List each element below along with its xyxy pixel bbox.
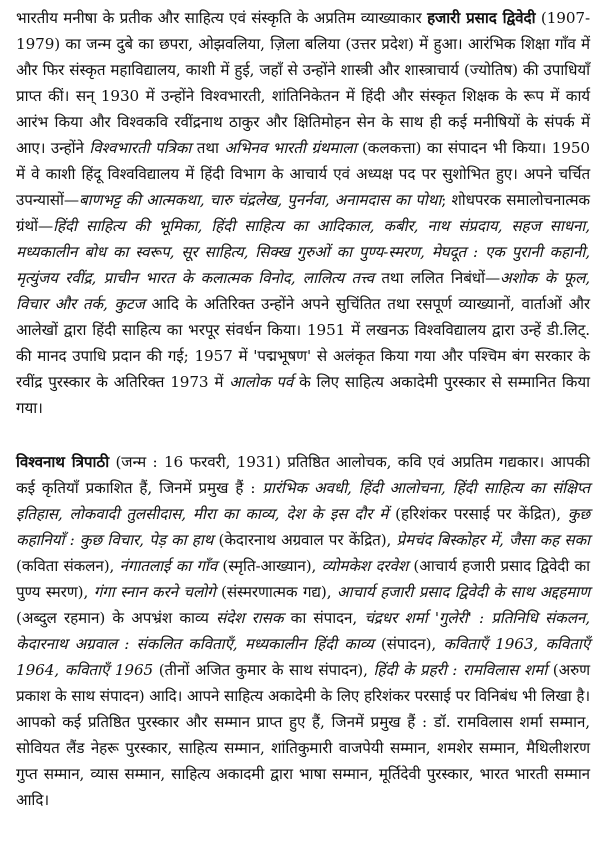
italic-work-title: अभिनव भारती ग्रंथमाला	[224, 139, 357, 157]
text-segment: ; शोधपरक समालोचनात्मक ग्रंथों—	[16, 191, 590, 235]
italic-work-title: कविताएँ 1963, कविताएँ 1964, कविताएँ 1965	[16, 635, 590, 679]
text-segment: (कविता संकलन),	[16, 557, 120, 575]
text-segment: (जन्म : 16 फरवरी, 1931) प्रतिष्ठित आलोचक, कवि एवं अप्रतिम गद्यकार। आपकी कई कृतियाँ प्रकाशित हैं, जिनमें प्रमुख हैं :	[16, 453, 590, 497]
text-segment: (केदारनाथ अग्रवाल पर केंद्रित),	[213, 531, 397, 549]
text-segment: (अरुण प्रकाश के साथ संपादन) आदि। आपने साहित्य अकादेमी के लिए हरिशंकर परसाई पर विनिबंध भी लिखा है। आपको कई प्रतिष्ठित पुरस्कार और सम्मान प्राप्त हुए हैं, जिनमें प्रमुख हैं : डॉ. रामविलास शर्मा सम्मान, सोवियत लैंड नेहरू पुरस्कार, साहित्य सम्मान, शांतिकुमारी वाजपेयी सम्मान, शमशेर सम्मान, मैथिलीशरण गुप्त सम्मान, व्यास सम्मान, साहित्य अकादमी द्वारा भाषा सम्मान, मूर्तिदेवी पुरस्कार, भारत भारती सम्मान आदि।	[16, 661, 590, 809]
text-segment: (संपादन),	[373, 635, 444, 653]
paragraph-hazari-prasad-dwivedi	[16, 5, 590, 421]
text-segment: भारतीय मनीषा के प्रतीक और साहित्य एवं संस्कृति के अप्रतिम व्याख्याकार	[16, 9, 428, 27]
text-segment: तथा	[191, 139, 225, 157]
italic-work-title: प्रेमचंद बिस्कोहर में, जैसा कह सका	[396, 531, 590, 549]
text-segment: (हरिशंकर परसाई पर केंद्रित),	[388, 505, 568, 523]
text-segment: (संस्मरणात्मक गद्य),	[215, 583, 337, 601]
italic-work-title: नंगातलाई का गाँव	[119, 557, 218, 575]
italic-work-title: हिंदी के प्रहरी : रामविलास शर्मा	[373, 661, 548, 679]
italic-work-title: गंगा स्नान करने चलोगे	[93, 583, 216, 601]
italic-work-title: हिंदी साहित्य की भूमिका, हिंदी साहित्य का आदिकाल, कबीर, नाथ संप्रदाय, सहज साधना, मध्यकालीन बोध का स्वरूप, सूर साहित्य, सिक्ख गुरुओं का पुण्य-स्मरण, मेघदूत : एक पुरानी कहानी, मृत्युंजय रवींद्र, प्राचीन भारत के कलात्मक विनोद, लालित्य तत्त्व	[16, 217, 590, 287]
italic-work-title: आलोक पर्व	[229, 373, 294, 391]
italic-work-title: विश्वभारती पत्रिका	[89, 139, 192, 157]
italic-work-title: संदेश रासक	[216, 609, 284, 627]
text-segment: तथा ललित निबंधों—	[374, 269, 501, 287]
text-segment: (स्मृति-आख्यान),	[217, 557, 322, 575]
text-segment: के लिए साहित्य अकादेमी पुरस्कार से सम्मानित किया गया।	[16, 373, 590, 417]
italic-work-title: अशोक के फूल, विचार और तर्क, कुटज	[16, 269, 590, 313]
text-segment: आदि के अतिरिक्त उन्होंने अपने सुचिंतित तथा रसपूर्ण व्याख्यानों, वार्ताओं और आलेखों द्वारा हिंदी साहित्य का भरपूर संवर्धन किया। 1951 में लखनऊ विश्वविद्यालय द्वारा उन्हें डी.लिट्. की मानद उपाधि प्रदान की गई; 1957 में 'पद्मभूषण' से अलंकृत किया गया और पश्चिम बंग सरकार के रवींद्र पुरस्कार के अतिरिक्त 1973 में	[16, 295, 590, 391]
text-segment: (कलकत्ता) का संपादन भी किया। 1950 में वे काशी हिंदू विश्वविद्यालय में हिंदी विभाग के आचार्य एवं अध्यक्ष पद पर सुशोभित हुए। अपने चर्चित उपन्यासों—	[16, 139, 590, 209]
bold-author-name: विश्वनाथ त्रिपाठी	[16, 453, 110, 471]
italic-work-title: कुछ कहानियाँ : कुछ विचार, पेड़ का हाथ	[16, 505, 591, 549]
text-segment: (आचार्य हजारी प्रसाद द्विवेदी का पुण्य स्मरण),	[16, 557, 590, 601]
text-segment: (1907-1979) का जन्म दुबे का छपरा, ओझवलिया, ज़िला बलिया (उत्तर प्रदेश) में हुआ। आरंभिक शिक्षा गाँव में और फिर संस्कृत महाविद्यालय, काशी में हुई, जहाँ से उन्होंने शास्त्री और शास्त्राचार्य (ज्योतिष) की उपाधियाँ प्राप्त कीं। सन् 1930 में उन्होंने विश्वभारती, शांतिनिकेतन में हिंदी और संस्कृत शिक्षक के रूप में कार्य आरंभ किया और विश्वकवि रवींद्रनाथ ठाकुर और क्षितिमोहन सेन के साथ ही कई मनीषियों के संपर्क में आए। उन्होंने	[16, 9, 591, 157]
text-segment: (तीनों अजित कुमार के साथ संपादन),	[153, 661, 374, 679]
text-segment: का संपादन,	[283, 609, 365, 627]
text-segment: (अब्दुल रहमान) के अपभ्रंश काव्य	[16, 609, 216, 627]
bold-author-name: हजारी प्रसाद द्विवेदी	[427, 9, 536, 27]
italic-work-title: व्योमकेश दरवेश	[321, 557, 409, 575]
paragraph-vishwanath-tripathi	[16, 449, 590, 813]
italic-work-title: प्रारंभिक अवधी, हिंदी आलोचना, हिंदी साहित्य का संक्षिप्त इतिहास, लोकवादी तुलसीदास, मीरा का काव्य, देश के इस दौर में	[16, 479, 590, 523]
italic-work-title: चंद्रधर शर्मा 'गुलेरी' : प्रतिनिधि संकलन, केदारनाथ अग्रवाल : संकलित कविताएँ, मध्यकालीन हिंदी काव्य	[16, 609, 590, 653]
italic-work-title: बाणभट्ट की आत्मकथा, चारु चंद्रलेख, पुनर्नवा, अनामदास का पोथा	[78, 191, 442, 209]
italic-work-title: आचार्य हजारी प्रसाद द्विवेदी के साथ अद्दहमाण	[336, 583, 590, 601]
paragraph-gap	[16, 421, 590, 449]
